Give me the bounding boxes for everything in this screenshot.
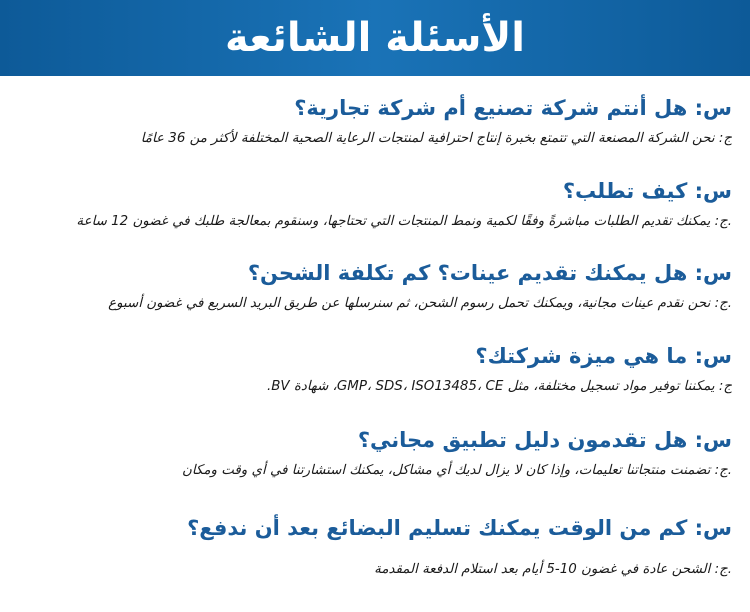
faq-question: س: كيف تطلب؟ bbox=[562, 179, 732, 203]
page-title: الأسئلة الشائعة bbox=[225, 15, 525, 61]
faq-answer: .ج: يمكنك تقديم الطلبات مباشرةً وفقًا لكمية ونمط المنتجات التي تحتاجها، وسنقوم بمعالجة طلبك في غضون 12 ساعة bbox=[76, 214, 732, 229]
faq-item-3 bbox=[14, 258, 732, 315]
faq-answer: .ج: تضمنت منتجاتنا تعليمات، وإذا كان لا يزال لديك أي مشاكل، يمكنك استشارتنا في أي وقت ومكان bbox=[182, 463, 732, 478]
faq-answer: .ج: نحن نقدم عينات مجانية، ويمكنك تحمل رسوم الشحن، ثم سنرسلها عن طريق البريد السريع في غضون أسبوع bbox=[108, 296, 732, 311]
faq-item-4 bbox=[14, 341, 732, 398]
faq-item-2 bbox=[14, 176, 732, 233]
header-banner bbox=[0, 0, 750, 76]
faq-item-5 bbox=[14, 425, 732, 482]
faq-answer: .ج: الشحن عادة في غضون 10-5 أيام بعد استلام الدفعة المقدمة bbox=[374, 562, 732, 577]
faq-question: س: كم من الوقت يمكنك تسليم البضائع بعد أن ندفع؟ bbox=[187, 516, 732, 540]
faq-answer: ج: نحن الشركة المصنعة التي تتمتع بخبرة إنتاج احترافية لمنتجات الرعاية الصحية المختلفة لأكثر من 36 عامًا bbox=[140, 131, 732, 146]
faq-question: س: ما هي ميزة شركتك؟ bbox=[475, 344, 732, 368]
faq-question: س: هل أنتم شركة تصنيع أم شركة تجارية؟ bbox=[294, 96, 732, 120]
faq-question: س: هل تقدمون دليل تطبيق مجاني؟ bbox=[357, 428, 732, 452]
faq-item-6 bbox=[14, 513, 732, 581]
faq-answer: ج: يمكننا توفير مواد تسجيل مختلفة، مثل GMP، SDS، ISO13485، CE، شهادة BV. bbox=[266, 379, 732, 394]
faq-item-1 bbox=[14, 93, 732, 150]
faq-question: س: هل يمكنك تقديم عينات؟ كم تكلفة الشحن؟ bbox=[247, 261, 732, 285]
